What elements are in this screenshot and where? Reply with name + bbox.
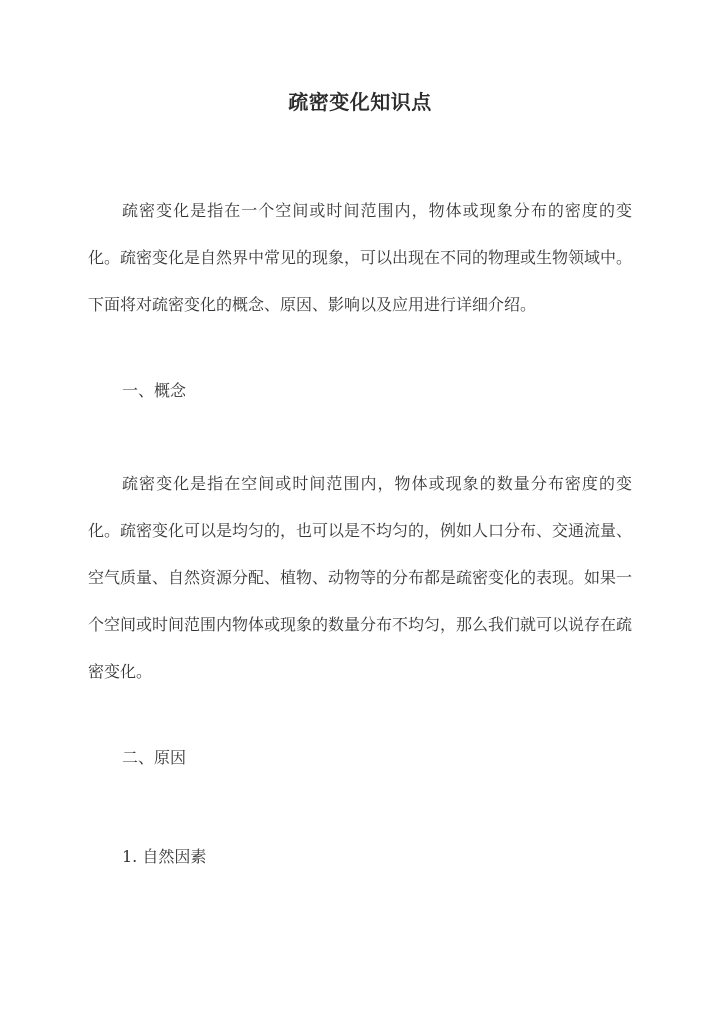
intro-paragraph: 疏密变化是指在一个空间或时间范围内，物体或现象分布的密度的变化。疏密变化是自然界中常见的现象，可以出现在不同的物理或生物领域中。下面将对疏密变化的概念、原因、影响以及应用进行详细介绍。 (88, 201, 633, 314)
document-title: 疏密变化知识点 (288, 90, 432, 114)
concept-paragraph: 疏密变化是指在空间或时间范围内，物体或现象的数量分布密度的变化。疏密变化可以是均匀的，也可以是不均匀的，例如人口分布、交通流量、空气质量、自然资源分配、植物、动物等的分布都是疏密变化的表现。如果一个空间或时间范围内物体或现象的数量分布不均匀，那么我们就可以说存在疏密变化。 (88, 474, 633, 681)
section-heading-concept: 一、概念 (122, 381, 187, 400)
section-heading-causes: 二、原因 (122, 748, 187, 767)
subsection-heading-natural-factors: 1. 自然因素 (122, 847, 207, 866)
